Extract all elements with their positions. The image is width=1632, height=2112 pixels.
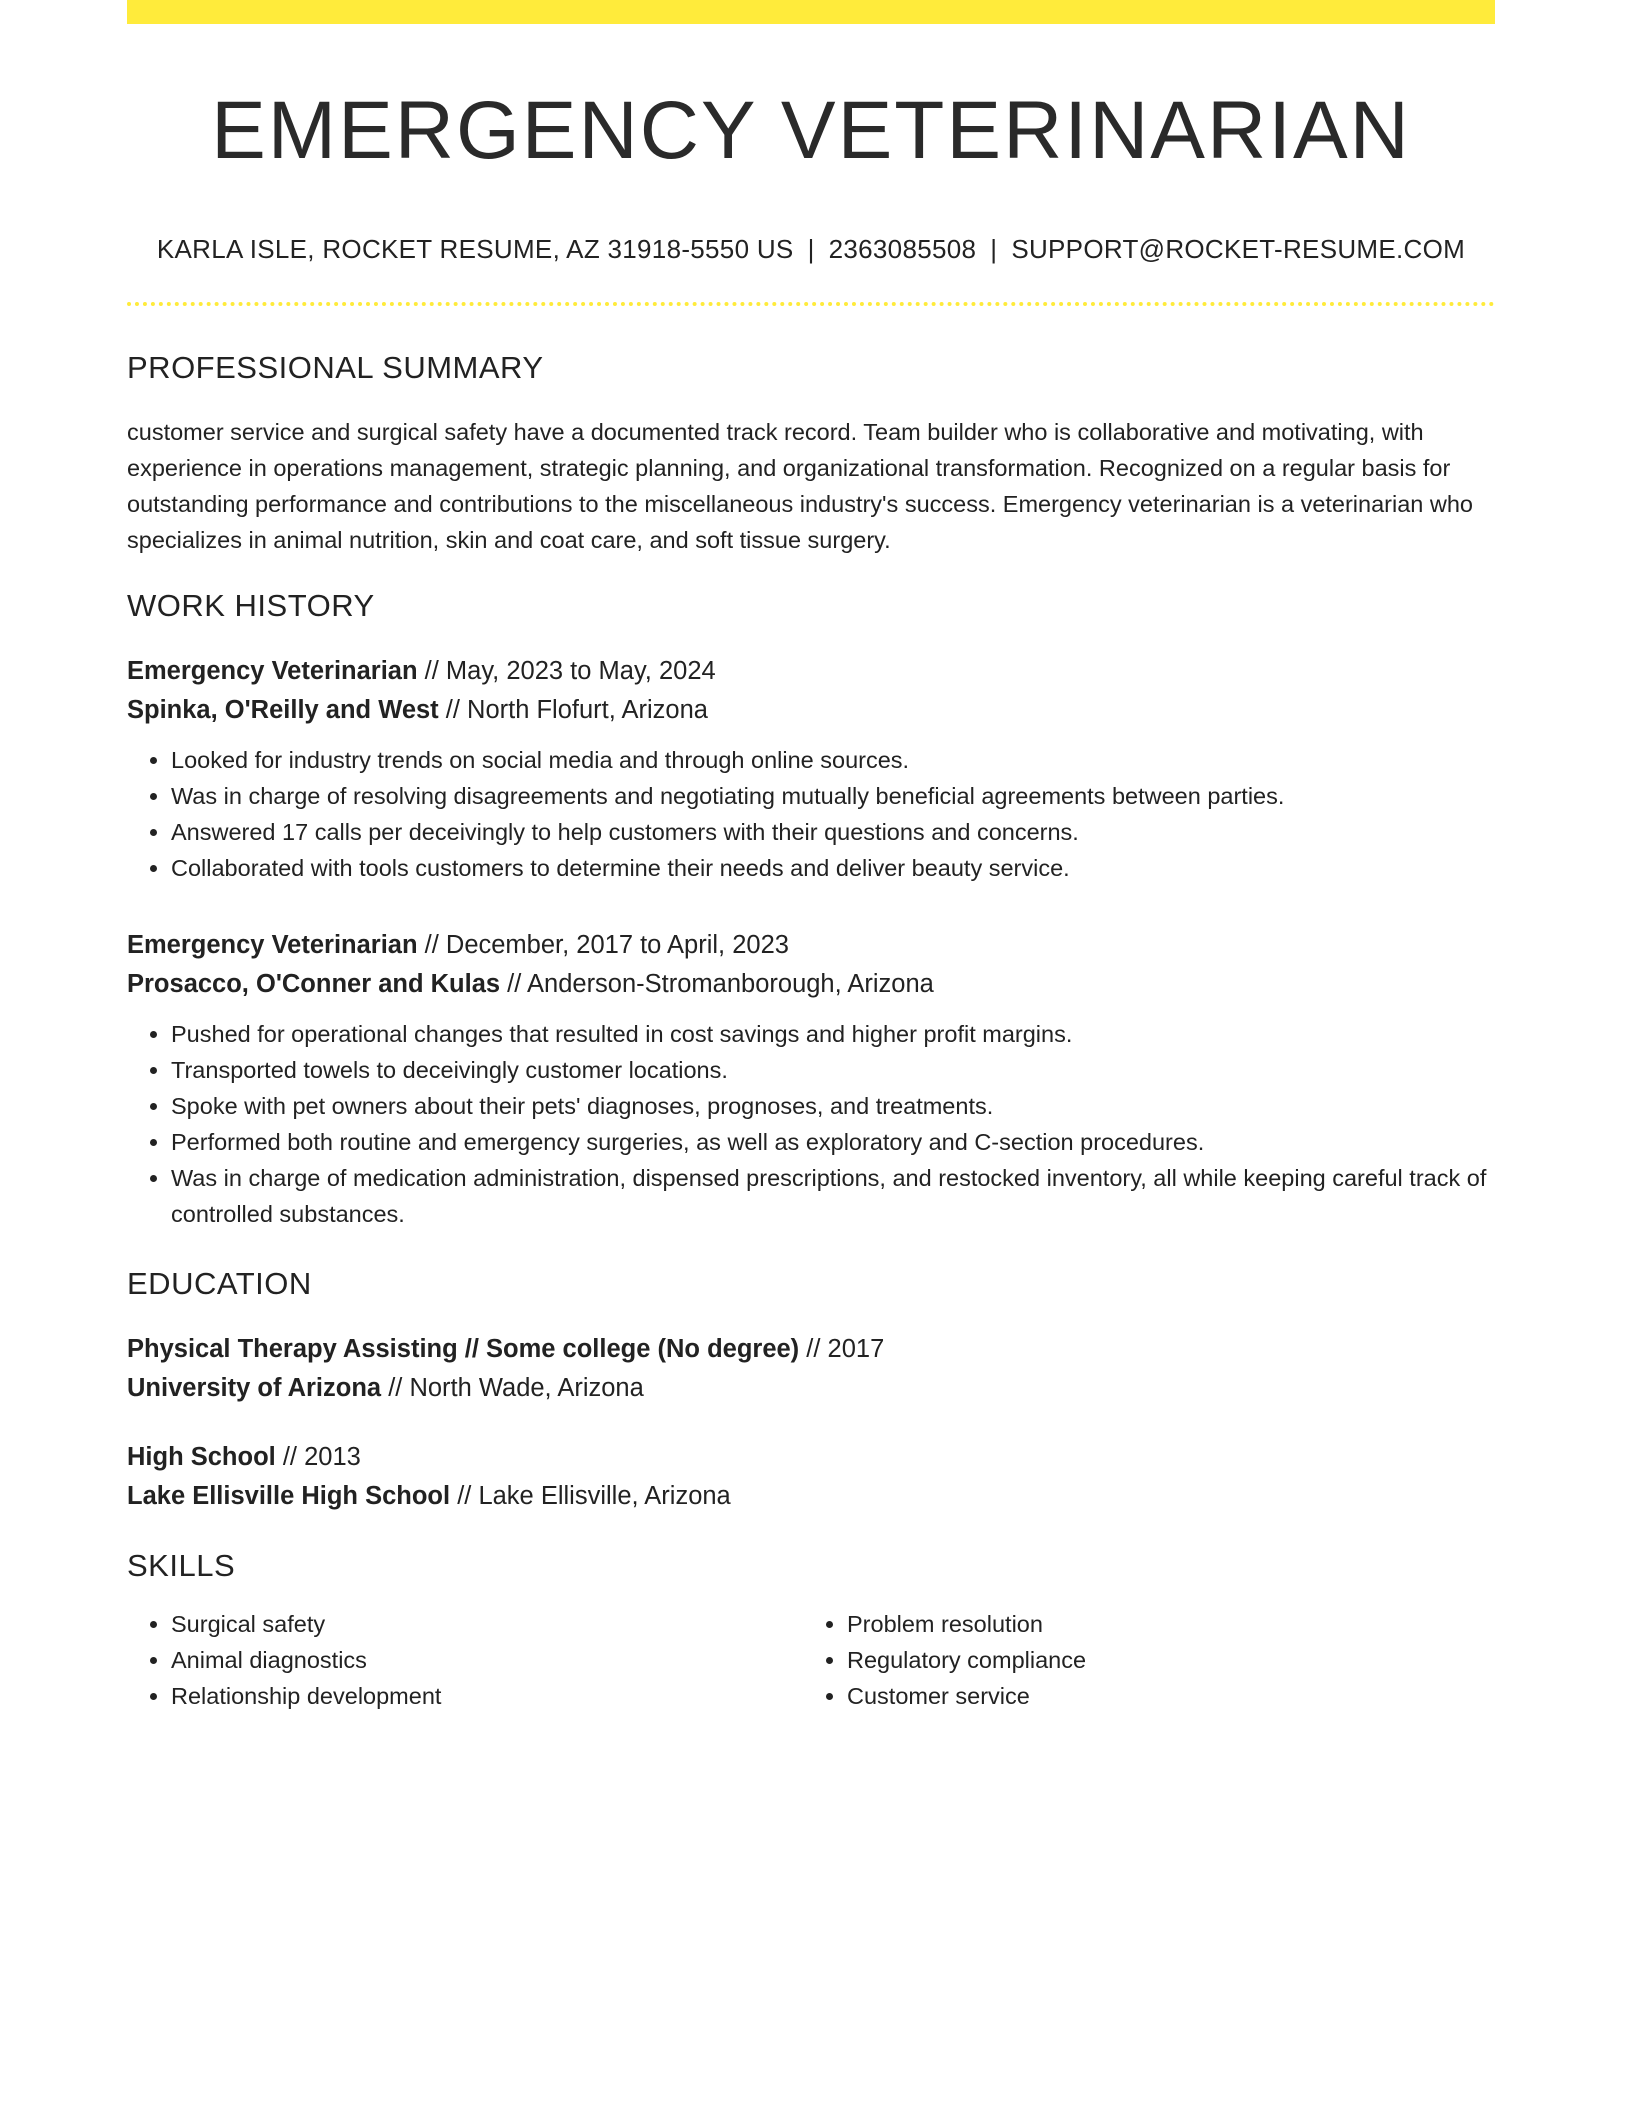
job-bullets xyxy=(127,742,1495,886)
skill-item: • Surgical safety xyxy=(171,1606,803,1642)
job-dates: // May, 2023 to May, 2024 xyxy=(417,657,716,686)
skill-item: • Problem resolution xyxy=(847,1606,1479,1642)
job-bullet: • Spoke with pet owners about their pets' diagnoses, prognoses, and treatments. xyxy=(171,1088,1495,1124)
skill-item: • Regulatory compliance xyxy=(847,1642,1479,1678)
resume-page xyxy=(127,0,1495,1714)
accent-bar xyxy=(127,0,1495,24)
education-location: // North Wade, Arizona xyxy=(381,1374,644,1403)
skill-item: • Animal diagnostics xyxy=(171,1642,803,1678)
job-company: Prosacco, O'Conner and Kulas xyxy=(127,970,501,999)
job-role: Emergency Veterinarian xyxy=(127,657,418,686)
job-bullet: • Performed both routine and emergency surgeries, as well as exploratory and C-section procedures. xyxy=(171,1124,1495,1160)
job-bullet: • Transported towels to deceivingly customer locations. xyxy=(171,1052,1495,1088)
job-role-line xyxy=(127,652,1495,691)
job-bullet: • Answered 17 calls per deceivingly to help customers with their questions and concerns. xyxy=(171,814,1495,850)
education-entry xyxy=(127,1438,1495,1516)
education-degree: High School xyxy=(127,1443,276,1472)
job-bullet: • Was in charge of medication administration, dispensed prescriptions, and restocked inventory, all while keeping careful track of controlled substances. xyxy=(171,1160,1495,1232)
job-entry xyxy=(127,926,1495,1232)
education-school-line xyxy=(127,1477,1495,1516)
job-role: Emergency Veterinarian xyxy=(127,931,418,960)
job-role-line xyxy=(127,926,1495,965)
education-location: // Lake Ellisville, Arizona xyxy=(450,1482,731,1511)
education-school: University of Arizona xyxy=(127,1374,382,1403)
education-school-line xyxy=(127,1369,1495,1408)
education-entry xyxy=(127,1330,1495,1408)
education-degree: Physical Therapy Assisting // Some college (No degree) xyxy=(127,1335,800,1364)
contact-address: KARLA ISLE, ROCKET RESUME, AZ 31918-5550 US xyxy=(156,234,794,265)
contact-email: SUPPORT@ROCKET-RESUME.COM xyxy=(1011,234,1466,265)
dotted-divider xyxy=(127,302,1495,306)
job-entry xyxy=(127,652,1495,886)
job-company-line xyxy=(127,965,1495,1004)
section-title-education: EDUCATION xyxy=(127,1266,312,1302)
job-bullet: • Collaborated with tools customers to determine their needs and deliver beauty service. xyxy=(171,850,1495,886)
skills-column-left xyxy=(127,1606,803,1714)
job-company-line xyxy=(127,691,1495,730)
education-degree-line xyxy=(127,1438,1495,1477)
contact-separator: | xyxy=(807,234,815,265)
section-title-summary: PROFESSIONAL SUMMARY xyxy=(127,350,544,386)
job-company: Spinka, O'Reilly and West xyxy=(127,696,439,725)
skill-item: • Customer service xyxy=(847,1678,1479,1714)
contact-separator: | xyxy=(990,234,998,265)
job-location: // Anderson-Stromanborough, Arizona xyxy=(500,970,934,999)
job-location: // North Flofurt, Arizona xyxy=(438,696,708,725)
skills-list xyxy=(127,1606,1495,1714)
summary-text: customer service and surgical safety have a documented track record. Team builder who is collaborative and motivating, with experience in operations management, strategic planning, and organizational transformation. Recognized on a regular basis for outstanding performance and contributions to the miscellaneous industry's success. Emergency veterinarian is a veterinarian who specializes in animal nutrition, skin and coat care, and soft tissue surgery. xyxy=(127,419,1473,554)
section-title-work-history: WORK HISTORY xyxy=(127,588,375,624)
job-bullet: • Was in charge of resolving disagreements and negotiating mutually beneficial agreements between parties. xyxy=(171,778,1495,814)
skills-column-right xyxy=(803,1606,1479,1714)
contact-line xyxy=(127,234,1495,265)
education-year: // 2013 xyxy=(275,1443,361,1472)
job-bullet: • Pushed for operational changes that resulted in cost savings and higher profit margins. xyxy=(171,1016,1495,1052)
job-bullet: • Looked for industry trends on social media and through online sources. xyxy=(171,742,1495,778)
education-school: Lake Ellisville High School xyxy=(127,1482,451,1511)
resume-title: EMERGENCY VETERINARIAN xyxy=(211,85,1411,176)
job-dates: // December, 2017 to April, 2023 xyxy=(417,931,789,960)
education-degree-line xyxy=(127,1330,1495,1369)
job-bullets xyxy=(127,1016,1495,1232)
contact-phone: 2363085508 xyxy=(828,234,977,265)
education-year: // 2017 xyxy=(799,1335,885,1364)
skill-item: • Relationship development xyxy=(171,1678,803,1714)
section-title-skills: SKILLS xyxy=(127,1548,236,1584)
